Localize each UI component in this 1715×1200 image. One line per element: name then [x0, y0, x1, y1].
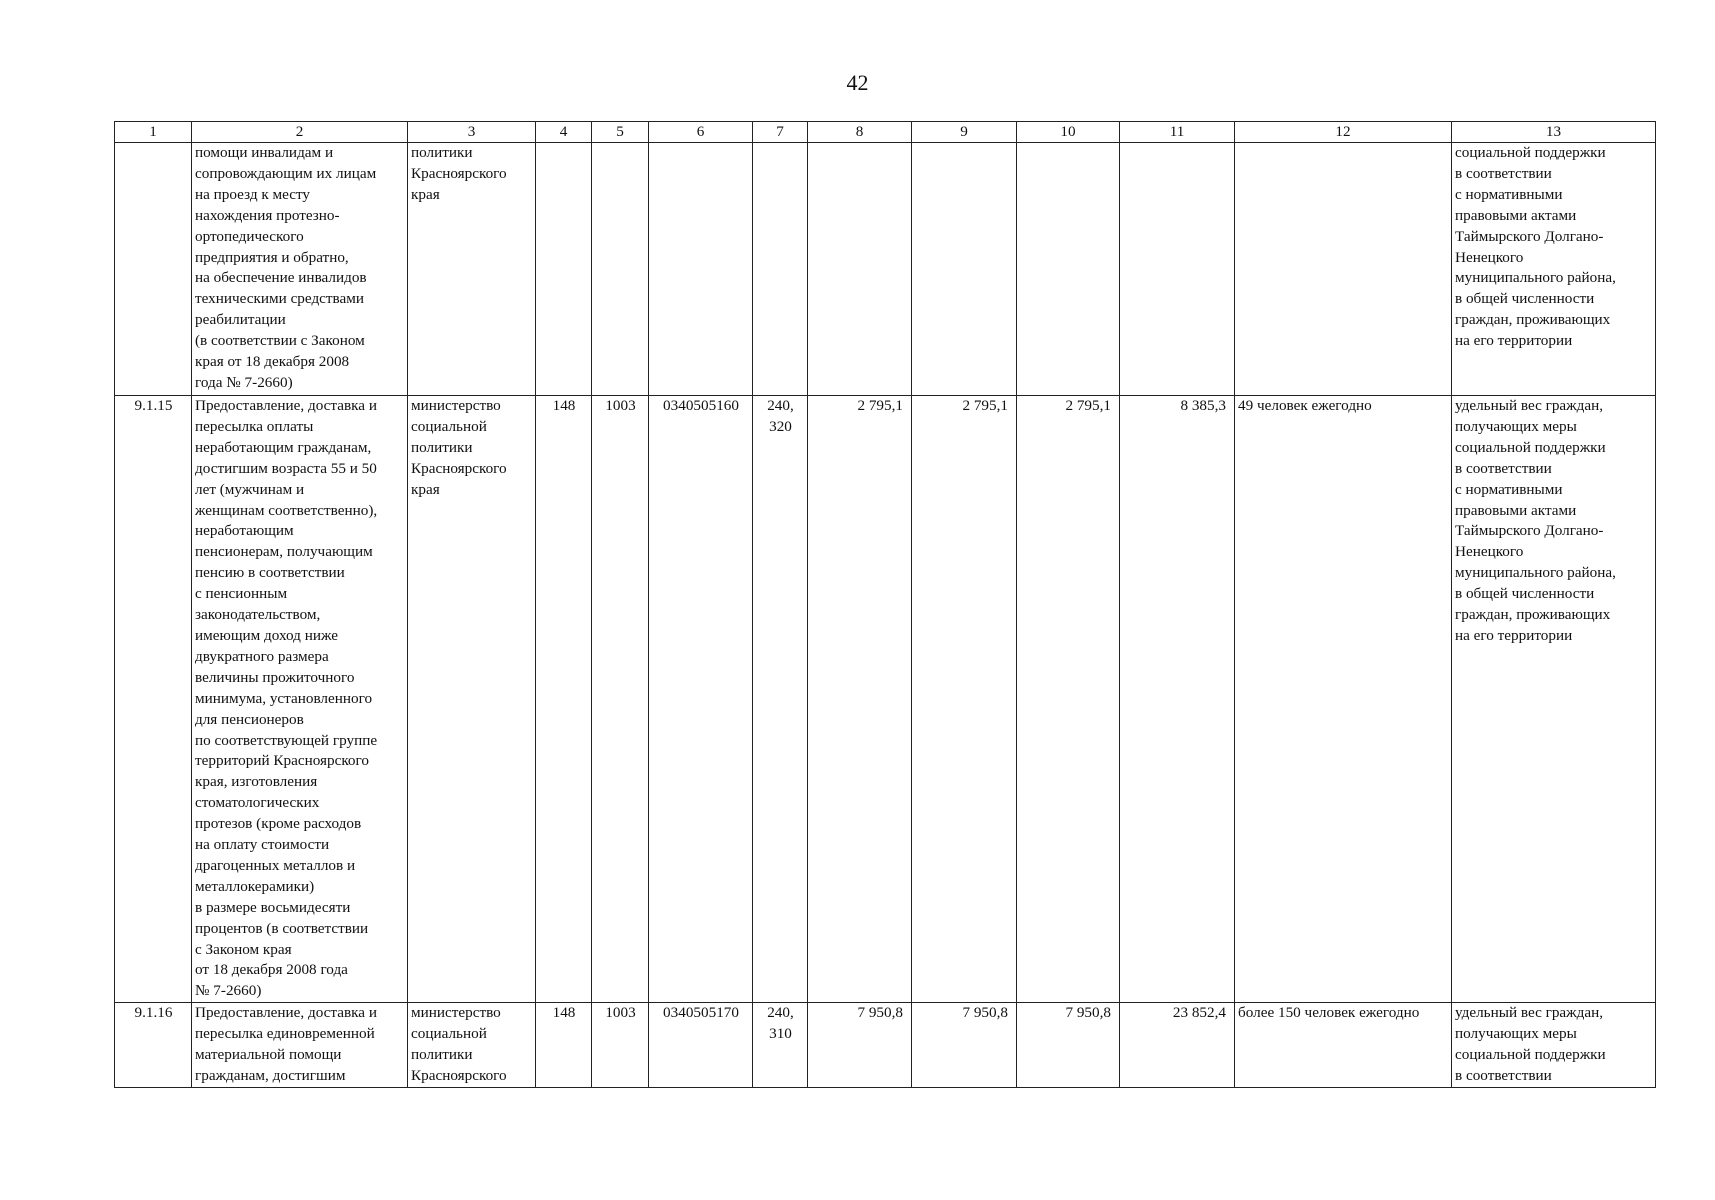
amount-year-2: 2 795,1 — [912, 396, 1017, 1003]
responsible-body: политики Красноярского края — [408, 143, 536, 396]
row-number — [115, 143, 192, 396]
code-section — [592, 143, 649, 396]
amount-year-1: 2 795,1 — [808, 396, 912, 1003]
column-header: 5 — [592, 122, 649, 143]
activity-description: Предоставление, доставка и пересылка единовременной материальной помощи гражданам, достигшим — [192, 1003, 408, 1088]
column-header: 8 — [808, 122, 912, 143]
code-target: 0340505170 — [649, 1003, 753, 1088]
row-number: 9.1.15 — [115, 396, 192, 1003]
responsible-body: министерство социальной политики Красноярского — [408, 1003, 536, 1088]
code-target: 0340505160 — [649, 396, 753, 1003]
page-number: 42 — [846, 70, 869, 95]
code-grbs: 148 — [536, 1003, 592, 1088]
column-header: 1 — [115, 122, 192, 143]
column-header: 12 — [1235, 122, 1452, 143]
column-header: 6 — [649, 122, 753, 143]
table-row — [115, 143, 1656, 396]
indicator: удельный вес граждан, получающих меры социальной поддержки в соответствии с нормативными правовыми актами Таймырского Долгано- Ненецкого муниципального района, в общей численности граждан, проживающих на его территории — [1452, 396, 1656, 1003]
code-grbs: 148 — [536, 396, 592, 1003]
amount-year-1: 7 950,8 — [808, 1003, 912, 1088]
code-section: 1003 — [592, 1003, 649, 1088]
column-header: 10 — [1017, 122, 1120, 143]
code-expense-type: 240, 320 — [753, 396, 808, 1003]
code-expense-type — [753, 143, 808, 396]
amount-total: 8 385,3 — [1120, 396, 1235, 1003]
column-header: 4 — [536, 122, 592, 143]
expected-result — [1235, 143, 1452, 396]
code-section: 1003 — [592, 396, 649, 1003]
column-header: 9 — [912, 122, 1017, 143]
table-row — [115, 396, 1656, 1003]
amount-year-2 — [912, 143, 1017, 396]
amount-year-2: 7 950,8 — [912, 1003, 1017, 1088]
amount-total: 23 852,4 — [1120, 1003, 1235, 1088]
column-header: 2 — [192, 122, 408, 143]
indicator: удельный вес граждан, получающих меры социальной поддержки в соответствии — [1452, 1003, 1656, 1088]
activity-description: помощи инвалидам и сопровождающим их лицам на проезд к месту нахождения протезно- ортопедического предприятия и обратно, на обеспечение инвалидов техническими средствами реабилитации (в соответствии с Законом края от 18 декабря 2008 года № 7-2660) — [192, 143, 408, 396]
code-target — [649, 143, 753, 396]
responsible-body: министерство социальной политики Красноярского края — [408, 396, 536, 1003]
amount-year-3: 7 950,8 — [1017, 1003, 1120, 1088]
amount-year-3 — [1017, 143, 1120, 396]
amount-year-3: 2 795,1 — [1017, 396, 1120, 1003]
indicator: социальной поддержки в соответствии с нормативными правовыми актами Таймырского Долгано- Ненецкого муниципального района, в общей численности граждан, проживающих на его территории — [1452, 143, 1656, 396]
row-number: 9.1.16 — [115, 1003, 192, 1088]
column-header: 13 — [1452, 122, 1656, 143]
column-header: 3 — [408, 122, 536, 143]
budget-table — [114, 121, 1656, 1088]
expected-result: более 150 человек ежегодно — [1235, 1003, 1452, 1088]
activity-description: Предоставление, доставка и пересылка оплаты неработающим гражданам, достигшим возраста 55 и 50 лет (мужчинам и женщинам соответственно), неработающим пенсионерам, получающим пенсию в соответствии с пенсионным законодательством, имеющим доход ниже двукратного размера величины прожиточного минимума, установленного для пенсионеров по соответствующей группе территорий Красноярского края, изготовления стоматологических протезов (кроме расходов на оплату стоимости драгоценных металлов и металлокерамики) в размере восьмидесяти процентов (в соответствии с Законом края от 18 декабря 2008 года № 7-2660) — [192, 396, 408, 1003]
table-header-row — [115, 122, 1656, 143]
column-header: 11 — [1120, 122, 1235, 143]
amount-year-1 — [808, 143, 912, 396]
column-header: 7 — [753, 122, 808, 143]
code-expense-type: 240, 310 — [753, 1003, 808, 1088]
amount-total — [1120, 143, 1235, 396]
code-grbs — [536, 143, 592, 396]
expected-result: 49 человек ежегодно — [1235, 396, 1452, 1003]
table-row — [115, 1003, 1656, 1088]
